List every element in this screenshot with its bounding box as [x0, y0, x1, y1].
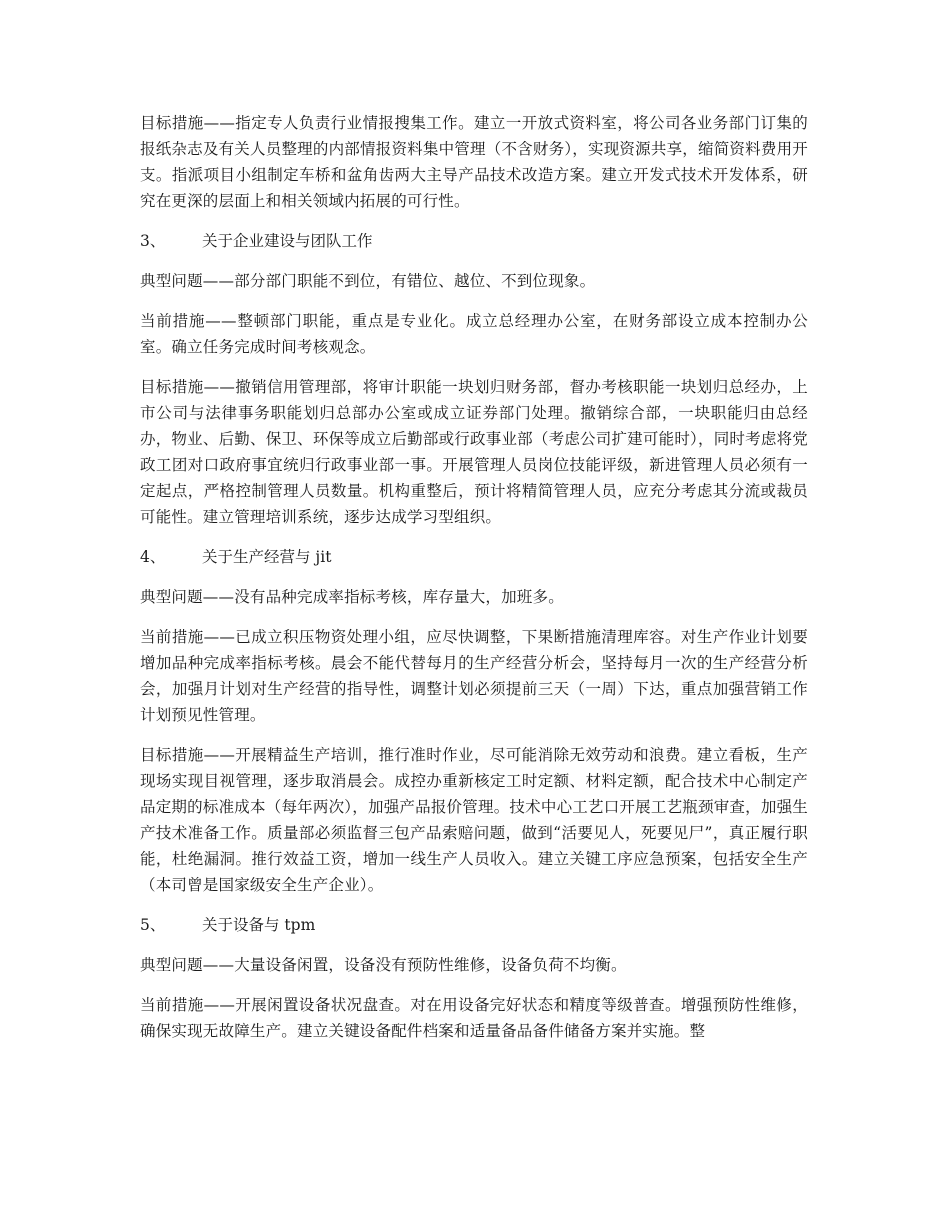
paragraph: 当前措施——已成立积压物资处理小组，应尽快调整，下果断措施清理库容。对生产作业计划要增加品种完成率指标考核。晨会不能代替每月的生产经营分析会，坚持每月一次的生产经营分析会，加强月计划对生产经营的指导性，调整计划必须提前三天（一周）下达，重点加强营销工作计划预见性管理。 [140, 628, 808, 724]
paragraph: 典型问题——没有品种完成率指标考核，库存量大，加班多。 [140, 588, 564, 606]
section-heading [140, 912, 808, 938]
section-heading [140, 544, 808, 570]
paragraph: 典型问题——大量设备闲置，设备没有预防性维修，设备负荷不均衡。 [140, 956, 627, 974]
section-title: 关于生产经营与 jit [202, 548, 332, 566]
paragraph: 典型问题——部分部门职能不到位，有错位、越位、不到位现象。 [140, 272, 596, 290]
paragraph: 当前措施——开展闲置设备状况盘查。对在用设备完好状态和精度等级普查。增强预防性维修，确保实现无故障生产。建立关键设备配件档案和适量备品备件储备方案并实施。整 [140, 996, 808, 1040]
section-number: 5、 [140, 916, 166, 934]
paragraph: 目标措施——撤销信用管理部，将审计职能一块划归财务部，督办考核职能一块划归总经办，上市公司与法律事务职能划归总部办公室或成立证券部门处理。撤销综合部，一块职能归由总经办，物业、后勤、保卫、环保等成立后勤部或行政事业部（考虑公司扩建可能时），同时考虑将党政工团对口政府事宜统归行政事业部一事。开展管理人员岗位技能评级，新进管理人员必须有一定起点，严格控制管理人员数量。机构重整后，预计将精简管理人员，应充分考虑其分流或裁员可能性。建立管理培训系统，逐步达成学习型组织。 [140, 378, 808, 526]
paragraph: 目标措施——指定专人负责行业情报搜集工作。建立一开放式资料室，将公司各业务部门订集的报纸杂志及有关人员整理的内部情报资料集中管理（不含财务），实现资源共享，缩简资料费用开支。指派项目小组制定车桥和盆角齿两大主导产品技术改造方案。建立开发式技术开发体系，研究在更深的层面上和相关领域内拓展的可行性。 [140, 114, 808, 210]
section-heading [140, 228, 808, 254]
paragraph: 目标措施——开展精益生产培训，推行准时作业，尽可能消除无效劳动和浪费。建立看板，生产现场实现目视管理，逐步取消晨会。成控办重新核定工时定额、材料定额，配合技术中心制定产品定期的标准成本（每年两次），加强产品报价管理。技术中心工艺口开展工艺瓶颈审查，加强生产技术准备工作。质量部必须监督三包产品索赔问题，做到“活要见人，死要见尸”，真正履行职能，杜绝漏洞。推行效益工资，增加一线生产人员收入。建立关键工序应急预案，包括安全生产（本司曾是国家级安全生产企业）。 [140, 746, 808, 894]
paragraph: 当前措施——整顿部门职能，重点是专业化。成立总经理办公室，在财务部设立成本控制办公室。确立任务完成时间考核观念。 [140, 312, 808, 356]
section-number: 3、 [140, 232, 166, 250]
section-number: 4、 [140, 548, 166, 566]
document-page [140, 110, 808, 1058]
section-title: 关于企业建设与团队工作 [202, 232, 373, 250]
section-title: 关于设备与 tpm [202, 916, 316, 934]
